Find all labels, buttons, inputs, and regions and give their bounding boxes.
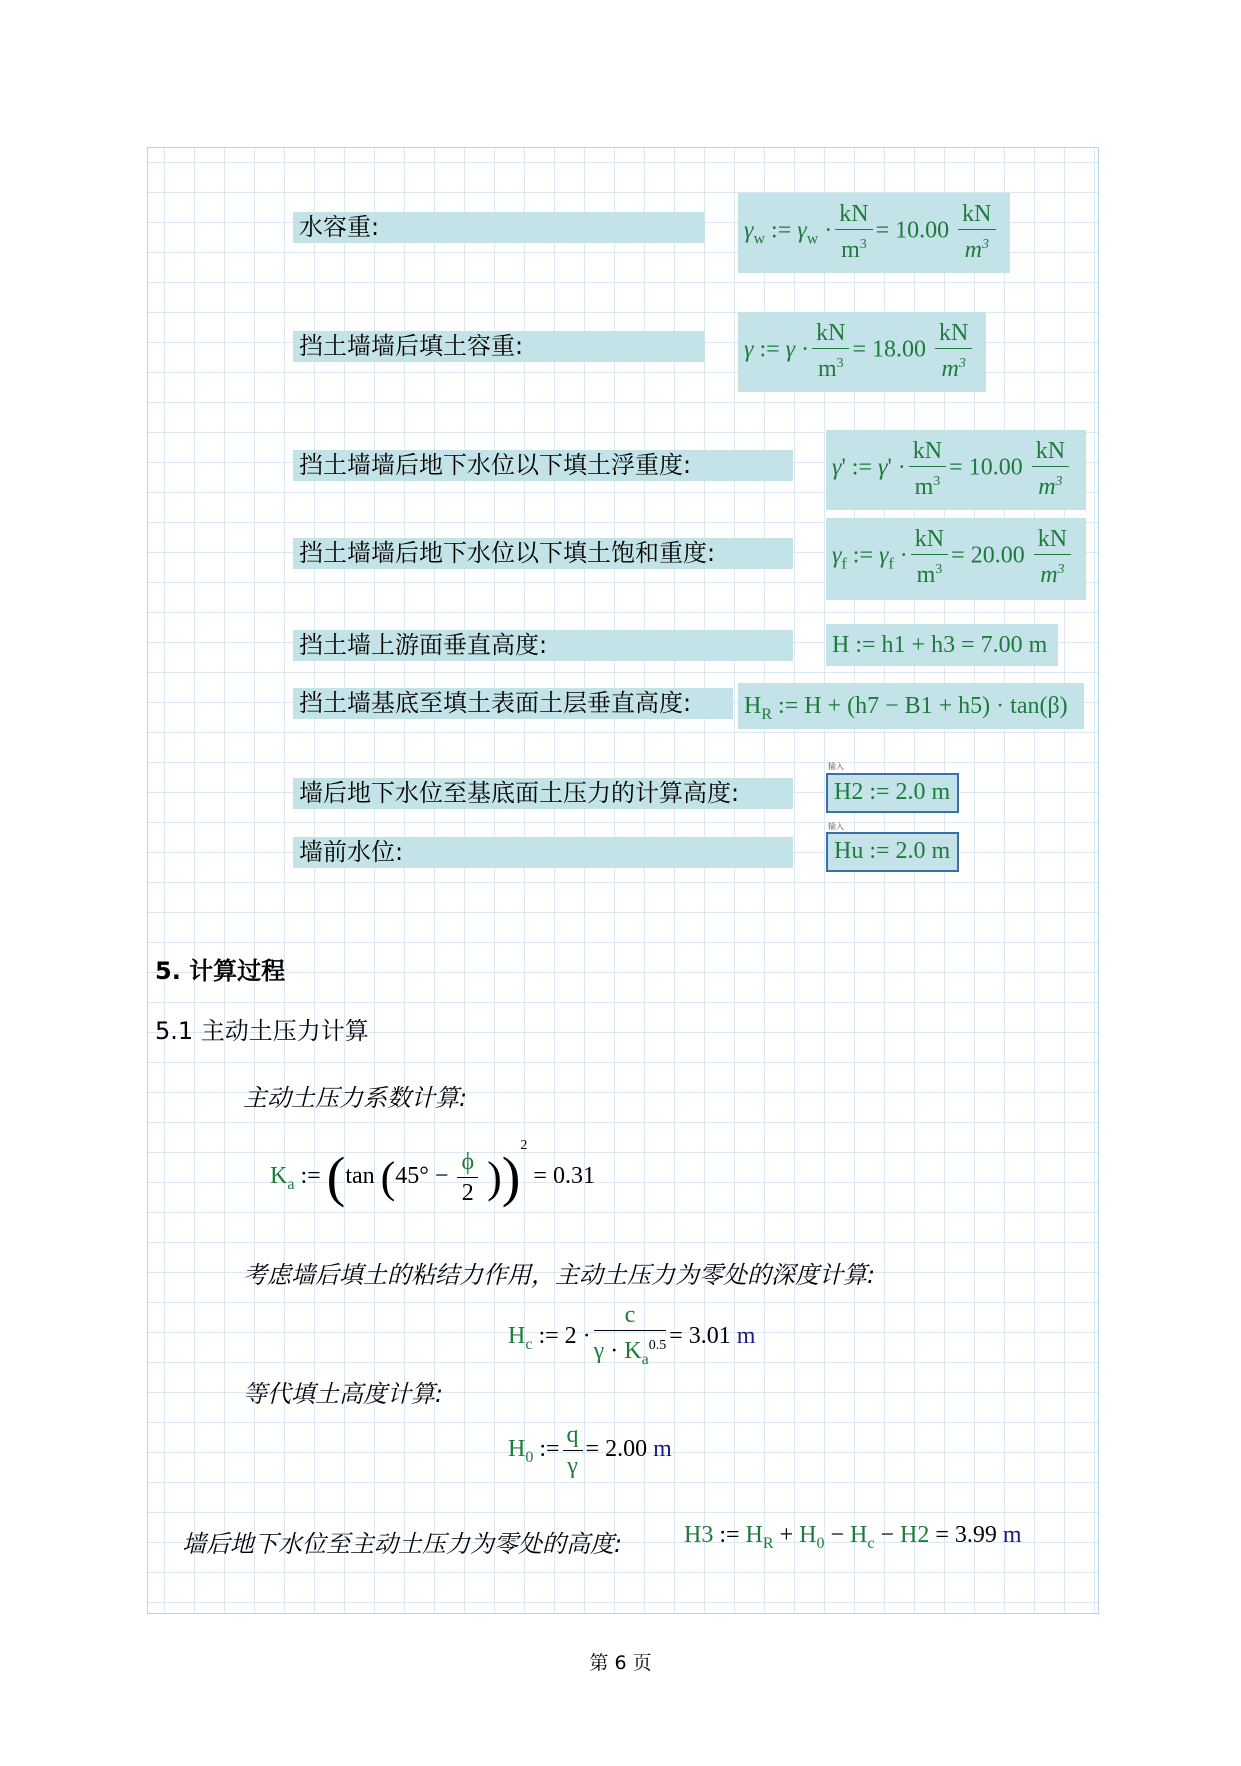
h0-label: 等代填土高度计算: — [243, 1380, 444, 1408]
front-water-label: 墙前水位: — [293, 837, 793, 868]
gamma-w-value: 10.00 — [895, 217, 950, 244]
gw-to-base-label: 墙后地下水位至基底面土压力的计算高度: — [293, 778, 793, 809]
wall-height-label: 挡土墙上游面垂直高度: — [293, 630, 793, 661]
hc-label: 考虑墙后填土的粘结力作用，主动土压力为零处的深度计算: — [243, 1261, 876, 1289]
fill-unit-weight-label: 挡土墙墙后填土容重: — [293, 331, 705, 362]
input-tag: 输入 — [828, 822, 844, 831]
ka-formula: $K_a$ := (tan (45° − $\frac{\phi}{2}$ ))$^2$ = 0.31 — [270, 1138, 595, 1209]
saturated-weight-label: 挡土墙墙后地下水位以下填土饱和重度: — [293, 538, 793, 569]
gamma-f-value: 20.00 — [970, 542, 1025, 569]
ka-value: 0.31 — [552, 1163, 595, 1189]
base-to-surface-label: 挡土墙基底至填土表面土层垂直高度: — [293, 688, 733, 719]
h3-value: 3.99 — [954, 1522, 997, 1548]
h0-value: 2.00 — [605, 1436, 648, 1463]
hc-value: 3.01 — [688, 1322, 731, 1349]
hc-formula: $H_c$ := 2 · $\frac{c}{\gamma \cdot K_a^{0.5}}$ = 3.01 m — [508, 1302, 756, 1368]
input-tag: 输入 — [828, 762, 844, 771]
saturated-weight-formula[interactable]: $\gamma_f$ := $\gamma_f$ · $\frac{kN}{m^3}$ = 20.00 $\frac{kN}{m^3}$ — [826, 518, 1086, 600]
h2-input[interactable]: H2 := 2.0 m — [826, 773, 959, 813]
hu-input[interactable]: Hu := 2.0 m — [826, 832, 959, 872]
water-unit-weight-formula[interactable]: $\gamma_w$ := $\gamma_w$ · $\frac{kN}{m^3}$ = 10.00 $\frac{kN}{m^3}$ — [738, 193, 1010, 273]
water-unit-weight-label: 水容重: — [293, 212, 705, 243]
base-to-surface-formula[interactable]: $H_R$ := H + (h7 − B1 + h5) · tan(β) — [738, 683, 1084, 729]
gamma-prime-value: 10.00 — [968, 454, 1023, 481]
wall-height-formula[interactable]: H := h1 + h3 = 7.00 m — [826, 624, 1058, 666]
fill-unit-weight-formula[interactable]: γ := γ · $\frac{kN}{m^3}$ = 18.00 $\frac{kN}{m^3}$ — [738, 312, 986, 392]
section-subheading: 5.1 主动土压力计算 — [155, 1017, 369, 1045]
gamma-value: 18.00 — [872, 336, 927, 363]
ka-label: 主动土压力系数计算: — [243, 1084, 468, 1112]
section-heading: 5. 计算过程 — [155, 957, 286, 985]
h3-formula: H3 := $H_R + H_0 - H_c - H2 = 3.99$ m — [684, 1522, 1022, 1552]
buoyant-weight-label: 挡土墙墙后地下水位以下填土浮重度: — [293, 450, 793, 481]
buoyant-weight-formula[interactable]: γ' := γ' · $\frac{kN}{m^3}$ = 10.00 $\frac{kN}{m^3}$ — [826, 430, 1086, 510]
h0-formula: $H_0$ := $\frac{q}{\gamma}$ = 2.00 m — [508, 1422, 672, 1479]
h3-label: 墙后地下水位至主动土压力为零处的高度: — [182, 1530, 623, 1558]
page-number: 第 6 页 — [589, 1652, 652, 1674]
